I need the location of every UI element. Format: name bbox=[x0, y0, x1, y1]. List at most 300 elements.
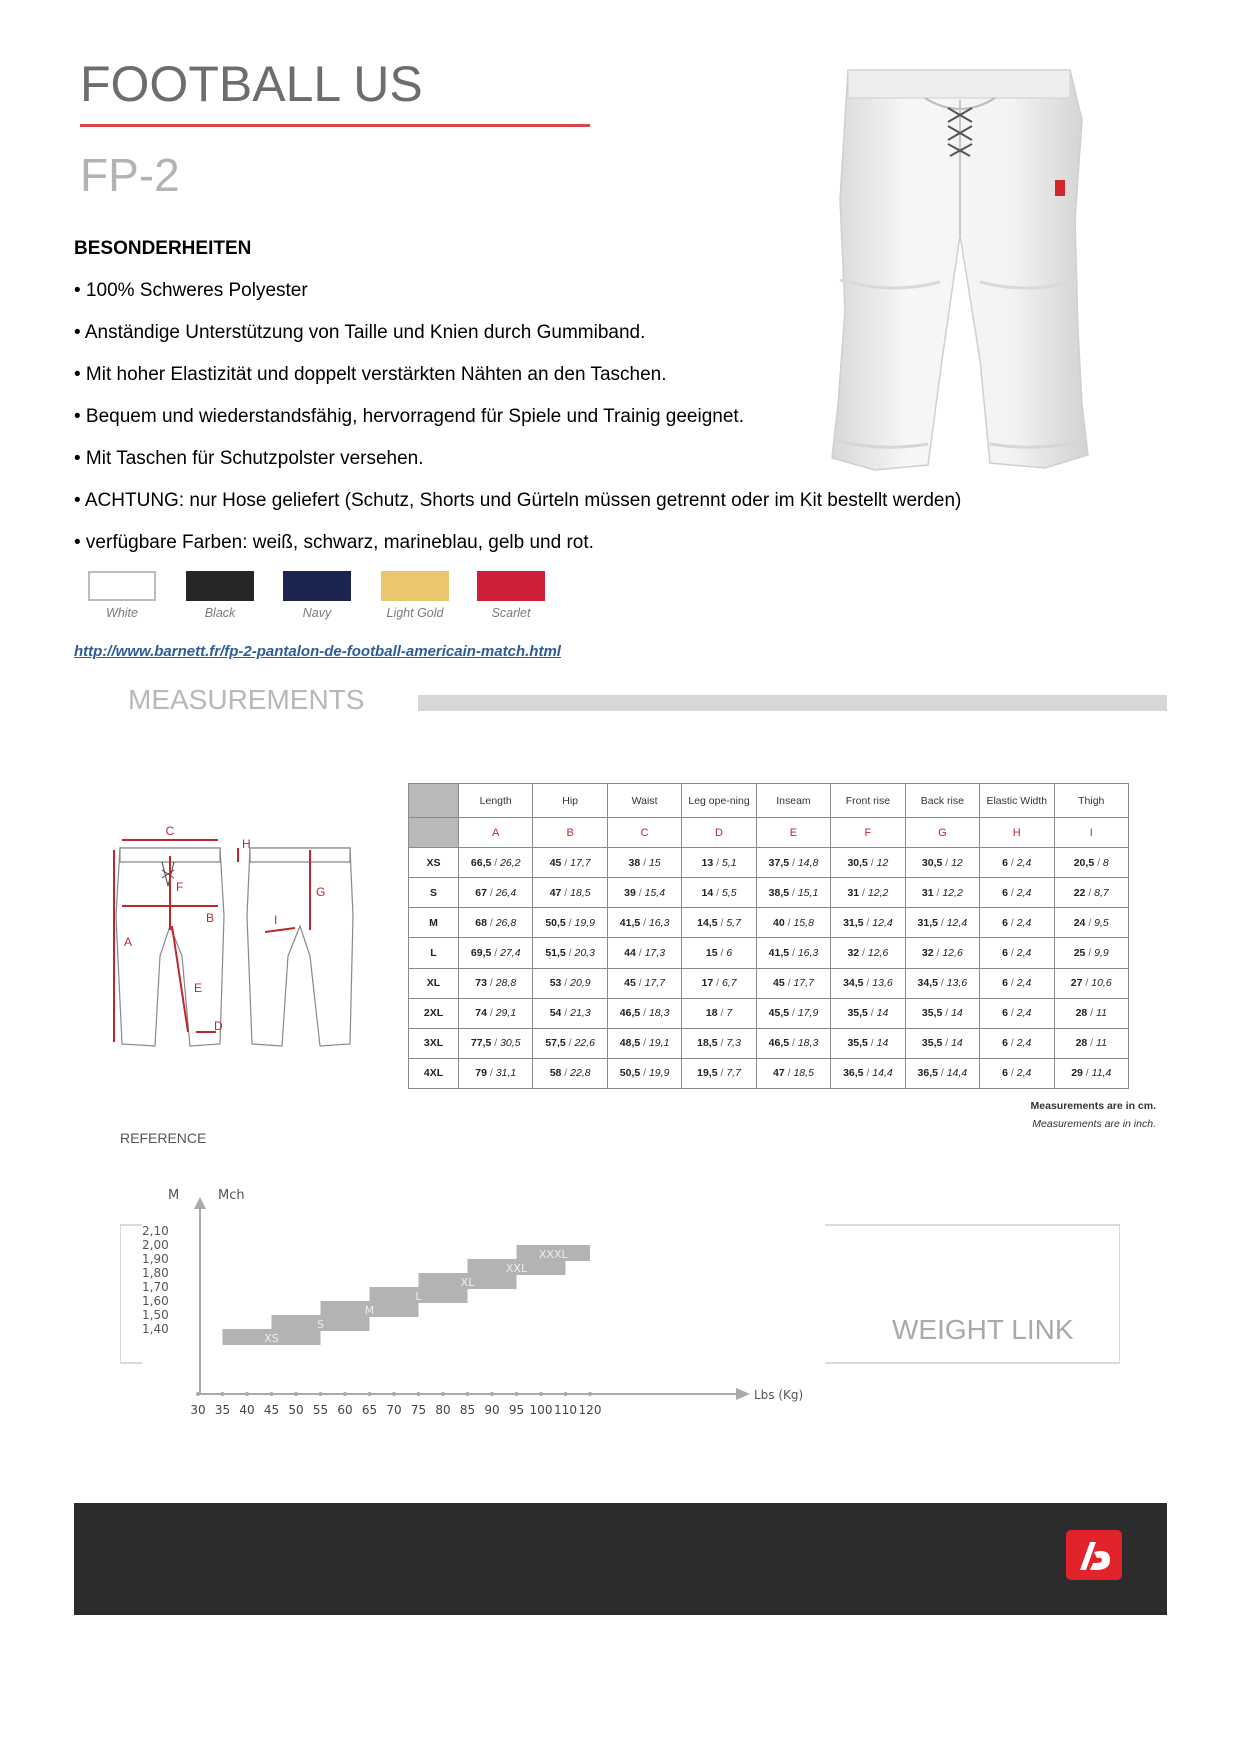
size-bar-label: M bbox=[364, 1304, 375, 1317]
cm-value: 24 bbox=[1073, 916, 1086, 929]
col-letter: H bbox=[980, 818, 1054, 848]
diagram-label-a: A bbox=[124, 935, 133, 949]
y-tick-label: 1,90 bbox=[142, 1252, 169, 1266]
inch-value: 2,4 bbox=[1016, 886, 1032, 899]
cm-value: 17 bbox=[701, 977, 714, 990]
cm-value: 20,5 bbox=[1073, 856, 1095, 869]
y-tick-label: 1,80 bbox=[142, 1266, 169, 1280]
size-cell: 34,5 / 13,6 bbox=[831, 968, 905, 998]
diagram-label-c: C bbox=[165, 826, 175, 838]
brand-logo bbox=[1066, 1530, 1122, 1580]
color-label: Scarlet bbox=[491, 606, 531, 620]
cm-value: 32 bbox=[921, 947, 934, 960]
x-tick-label: 95 bbox=[508, 1403, 525, 1417]
color-swatch-white bbox=[88, 571, 156, 601]
size-cell: 30,5 / 12 bbox=[831, 848, 905, 878]
x-tick-mark bbox=[270, 1392, 274, 1396]
cm-value: 73 bbox=[475, 977, 487, 990]
inch-value: 16,3 bbox=[648, 916, 670, 929]
col-letter: G bbox=[905, 818, 979, 848]
inch-value: 26,8 bbox=[495, 916, 517, 929]
inch-value: 10,6 bbox=[1091, 977, 1112, 990]
size-label: XS bbox=[409, 848, 459, 878]
inch-value: 2,4 bbox=[1016, 916, 1032, 929]
size-cell: 30,5 / 12 bbox=[905, 848, 979, 878]
inch-value: 17,7 bbox=[570, 856, 591, 869]
size-cell: 36,5 / 14,4 bbox=[831, 1058, 905, 1088]
cm-value: 34,5 bbox=[917, 977, 938, 990]
size-label: M bbox=[409, 908, 459, 938]
reference-chart bbox=[120, 1185, 1120, 1425]
cm-value: 54 bbox=[549, 1007, 562, 1020]
x-tick-mark bbox=[466, 1392, 470, 1396]
inch-value: 6,7 bbox=[721, 977, 737, 990]
inch-value: 12,6 bbox=[942, 947, 963, 960]
size-cell: 31 / 12,2 bbox=[905, 878, 979, 908]
diagram-label-f: F bbox=[176, 880, 184, 894]
x-tick-mark bbox=[196, 1392, 200, 1396]
color-swatch-black bbox=[186, 571, 254, 601]
inch-value: 14 bbox=[951, 1037, 963, 1050]
cm-value: 41,5 bbox=[619, 916, 641, 929]
size-cell: 39 / 15,4 bbox=[607, 878, 681, 908]
inch-value: 17,7 bbox=[644, 977, 666, 990]
diagram-label-b: B bbox=[206, 911, 215, 925]
x-tick-label: 30 bbox=[190, 1403, 206, 1417]
cm-value: 45 bbox=[773, 977, 785, 990]
size-cell: 58 / 22,8 bbox=[533, 1058, 607, 1088]
x-tick-mark bbox=[564, 1392, 568, 1396]
cm-value: 6 bbox=[1002, 947, 1009, 960]
size-bar-label: XL bbox=[460, 1276, 475, 1289]
inch-value: 14 bbox=[876, 1007, 889, 1020]
diagram-label-i: I bbox=[274, 913, 278, 927]
size-cell: 6 / 2,4 bbox=[980, 908, 1054, 938]
y-tick-label: 2,00 bbox=[142, 1238, 169, 1252]
inch-value: 11 bbox=[1096, 1037, 1107, 1050]
cm-value: 6 bbox=[1002, 1067, 1009, 1080]
inch-value: 18,5 bbox=[793, 1067, 814, 1080]
size-cell: 57,5 / 22,6 bbox=[533, 1028, 607, 1058]
color-label: Navy bbox=[302, 606, 332, 620]
size-cell: 6 / 2,4 bbox=[980, 968, 1054, 998]
size-cell: 66,5 / 26,2 bbox=[459, 848, 533, 878]
inch-value: 9,9 bbox=[1094, 947, 1109, 960]
size-cell: 18,5 / 7,3 bbox=[682, 1028, 756, 1058]
inch-value: 22,8 bbox=[570, 1067, 591, 1080]
inch-value: 27,4 bbox=[500, 947, 521, 960]
inch-value: 19,9 bbox=[574, 916, 595, 929]
size-cell: 17 / 6,7 bbox=[682, 968, 756, 998]
size-bar-label: XXXL bbox=[538, 1248, 568, 1261]
size-cell: 44 / 17,3 bbox=[607, 938, 681, 968]
cm-value: 46,5 bbox=[768, 1037, 790, 1050]
cm-value: 35,5 bbox=[847, 1037, 868, 1050]
y-tick-label: 2,10 bbox=[142, 1224, 169, 1238]
col-letter: A bbox=[459, 818, 533, 848]
cm-value: 31 bbox=[847, 886, 860, 899]
cm-value: 74 bbox=[475, 1007, 487, 1020]
inch-value: 15,8 bbox=[793, 916, 814, 929]
x-tick-mark bbox=[539, 1392, 543, 1396]
size-cell: 48,5 / 19,1 bbox=[607, 1028, 681, 1058]
size-cell: 79 / 31,1 bbox=[459, 1058, 533, 1088]
x-tick-label: 120 bbox=[578, 1403, 602, 1417]
diagram-label-d: D bbox=[214, 1019, 223, 1033]
cm-value: 31 bbox=[921, 886, 934, 899]
x-tick-mark bbox=[441, 1392, 445, 1396]
x-tick-label: 65 bbox=[361, 1403, 378, 1417]
x-tick-label: 110 bbox=[554, 1403, 577, 1417]
size-cell: 45 / 17,7 bbox=[533, 848, 607, 878]
feature-item: • Bequem und wiederstandsfähig, hervorragend für Spiele und Trainig geeignet. bbox=[74, 406, 744, 427]
size-cell: 41,5 / 16,3 bbox=[756, 938, 830, 968]
size-cell: 45,5 / 17,9 bbox=[756, 998, 830, 1028]
cm-value: 30,5 bbox=[921, 856, 943, 869]
inch-value: 7,3 bbox=[726, 1037, 741, 1050]
size-label: 4XL bbox=[409, 1058, 459, 1088]
inch-value: 5,5 bbox=[721, 886, 737, 899]
cm-value: 6 bbox=[1002, 1007, 1009, 1020]
table-row bbox=[409, 998, 1129, 1028]
cm-value: 14 bbox=[701, 886, 714, 899]
cm-value: 36,5 bbox=[917, 1067, 938, 1080]
size-cell: 6 / 2,4 bbox=[980, 1058, 1054, 1088]
inch-value: 2,4 bbox=[1016, 856, 1032, 869]
inch-value: 12 bbox=[951, 856, 963, 869]
inch-value: 8,7 bbox=[1094, 886, 1109, 899]
table-corner bbox=[409, 818, 459, 848]
measurement-diagram bbox=[110, 826, 355, 1056]
cm-value: 34,5 bbox=[843, 977, 864, 990]
size-cell: 38,5 / 15,1 bbox=[756, 878, 830, 908]
inch-value: 28,8 bbox=[495, 977, 517, 990]
cm-value: 48,5 bbox=[619, 1037, 641, 1050]
size-cell: 27 / 10,6 bbox=[1054, 968, 1129, 998]
cm-value: 45,5 bbox=[768, 1007, 790, 1020]
size-bar-label: XXL bbox=[505, 1262, 528, 1275]
feature-item: • Anständige Unterstützung von Taille und Knien durch Gummiband. bbox=[74, 322, 646, 343]
size-cell: 14,5 / 5,7 bbox=[682, 908, 756, 938]
size-cell: 28 / 11 bbox=[1054, 1028, 1129, 1058]
cm-value: 6 bbox=[1002, 977, 1009, 990]
inch-value: 15 bbox=[648, 856, 661, 869]
size-table bbox=[408, 783, 1129, 1089]
feature-item: • Mit hoher Elastizität und doppelt verstärkten Nähten an den Taschen. bbox=[74, 364, 667, 385]
size-cell: 47 / 18,5 bbox=[533, 878, 607, 908]
size-cell: 69,5 / 27,4 bbox=[459, 938, 533, 968]
footer-bar bbox=[74, 1503, 1167, 1615]
x-tick-label: 50 bbox=[288, 1403, 304, 1417]
col-header: Waist bbox=[607, 784, 681, 818]
cm-value: 6 bbox=[1002, 886, 1009, 899]
size-cell: 19,5 / 7,7 bbox=[682, 1058, 756, 1088]
size-cell: 14 / 5,5 bbox=[682, 878, 756, 908]
size-cell: 25 / 9,9 bbox=[1054, 938, 1129, 968]
inch-value: 17,9 bbox=[797, 1007, 819, 1020]
inch-value: 7 bbox=[726, 1007, 733, 1020]
inch-value: 14,4 bbox=[872, 1067, 893, 1080]
table-row bbox=[409, 1028, 1129, 1058]
inch-value: 19,1 bbox=[648, 1037, 670, 1050]
inch-value: 26,2 bbox=[500, 856, 521, 869]
size-cell: 67 / 26,4 bbox=[459, 878, 533, 908]
inch-value: 17,7 bbox=[793, 977, 814, 990]
size-label: 3XL bbox=[409, 1028, 459, 1058]
x-tick-mark bbox=[417, 1392, 421, 1396]
inch-value: 8 bbox=[1102, 856, 1109, 869]
inch-value: 15,4 bbox=[644, 886, 666, 899]
col-header: Inseam bbox=[756, 784, 830, 818]
cm-value: 27 bbox=[1070, 977, 1083, 990]
inch-value: 12,4 bbox=[872, 916, 893, 929]
cm-value: 51,5 bbox=[545, 947, 566, 960]
title-underline bbox=[80, 124, 590, 127]
x-tick-mark bbox=[294, 1392, 298, 1396]
cm-value: 6 bbox=[1002, 856, 1009, 869]
cm-value: 18,5 bbox=[697, 1037, 718, 1050]
size-cell: 6 / 2,4 bbox=[980, 1028, 1054, 1058]
inch-value: 21,3 bbox=[570, 1007, 591, 1020]
unit-note-cm: Measurements are in cm. bbox=[1030, 1100, 1156, 1112]
feature-item: • 100% Schweres Polyester bbox=[74, 280, 308, 301]
product-link[interactable]: http://www.barnett.fr/fp-2-pantalon-de-football-americain-match.html bbox=[74, 643, 561, 660]
x-tick-mark bbox=[221, 1392, 225, 1396]
cm-value: 6 bbox=[1002, 916, 1009, 929]
cm-value: 36,5 bbox=[843, 1067, 864, 1080]
size-cell: 6 / 2,4 bbox=[980, 878, 1054, 908]
inch-value: 18,3 bbox=[797, 1037, 819, 1050]
inch-value: 7,7 bbox=[726, 1067, 741, 1080]
color-label: White bbox=[106, 606, 138, 620]
cm-value: 47 bbox=[773, 1067, 785, 1080]
unit-note-inch: Measurements are in inch. bbox=[1032, 1118, 1156, 1130]
col-letter: F bbox=[831, 818, 905, 848]
x-tick-label: 70 bbox=[386, 1403, 402, 1417]
x-tick-label: 85 bbox=[459, 1403, 476, 1417]
size-cell: 45 / 17,7 bbox=[607, 968, 681, 998]
size-cell: 46,5 / 18,3 bbox=[756, 1028, 830, 1058]
cm-value: 15 bbox=[705, 947, 718, 960]
inch-value: 11,4 bbox=[1091, 1067, 1112, 1080]
cm-value: 28 bbox=[1075, 1037, 1088, 1050]
cm-value: 35,5 bbox=[921, 1007, 943, 1020]
size-cell: 18 / 7 bbox=[682, 998, 756, 1028]
inch-value: 2,4 bbox=[1016, 947, 1032, 960]
cm-value: 41,5 bbox=[768, 947, 790, 960]
size-cell: 32 / 12,6 bbox=[905, 938, 979, 968]
cm-value: 32 bbox=[847, 947, 860, 960]
col-header: Elastic Width bbox=[980, 784, 1054, 818]
size-cell: 31 / 12,2 bbox=[831, 878, 905, 908]
product-photo bbox=[820, 60, 1095, 480]
size-cell: 6 / 2,4 bbox=[980, 848, 1054, 878]
size-bar-label: S bbox=[317, 1318, 324, 1331]
cm-value: 14,5 bbox=[697, 916, 718, 929]
size-label: XL bbox=[409, 968, 459, 998]
x-tick-mark bbox=[368, 1392, 372, 1396]
inch-value: 2,4 bbox=[1016, 1007, 1032, 1020]
inch-value: 15,1 bbox=[797, 886, 819, 899]
table-row bbox=[409, 1058, 1129, 1088]
cm-value: 38 bbox=[628, 856, 641, 869]
size-cell: 53 / 20,9 bbox=[533, 968, 607, 998]
x-tick-label: 55 bbox=[312, 1403, 329, 1417]
size-cell: 6 / 2,4 bbox=[980, 998, 1054, 1028]
x-axis-label: Lbs (Kg) bbox=[754, 1388, 804, 1402]
color-label: Light Gold bbox=[386, 606, 444, 620]
cm-value: 79 bbox=[475, 1067, 487, 1080]
size-cell: 31,5 / 12,4 bbox=[905, 908, 979, 938]
cm-value: 45 bbox=[624, 977, 636, 990]
inch-value: 26,4 bbox=[495, 886, 517, 899]
cm-value: 50,5 bbox=[619, 1067, 641, 1080]
size-cell: 15 / 6 bbox=[682, 938, 756, 968]
x-tick-label: 35 bbox=[214, 1403, 231, 1417]
inch-value: 14,8 bbox=[797, 856, 819, 869]
size-cell: 24 / 9,5 bbox=[1054, 908, 1129, 938]
cm-value: 45 bbox=[549, 856, 562, 869]
cm-value: 29 bbox=[1071, 1067, 1083, 1080]
table-row bbox=[409, 848, 1129, 878]
cm-value: 58 bbox=[549, 1067, 562, 1080]
col-letter: D bbox=[682, 818, 756, 848]
color-swatch-navy bbox=[283, 571, 351, 601]
diagram-label-g: G bbox=[316, 885, 326, 899]
cm-value: 47 bbox=[549, 886, 562, 899]
x-tick-mark bbox=[490, 1392, 494, 1396]
cm-value: 46,5 bbox=[619, 1007, 641, 1020]
col-header: Front rise bbox=[831, 784, 905, 818]
inch-value: 29,1 bbox=[495, 1007, 517, 1020]
cm-value: 28 bbox=[1075, 1007, 1088, 1020]
size-label: S bbox=[409, 878, 459, 908]
col-header: Hip bbox=[533, 784, 607, 818]
table-row bbox=[409, 938, 1129, 968]
inch-value: 20,9 bbox=[570, 977, 591, 990]
page-title: FOOTBALL US bbox=[80, 56, 423, 112]
inch-value: 2,4 bbox=[1016, 1037, 1032, 1050]
section-divider-bar bbox=[418, 695, 1167, 711]
table-corner bbox=[409, 784, 459, 818]
cm-value: 69,5 bbox=[470, 947, 492, 960]
cm-value: 35,5 bbox=[847, 1007, 868, 1020]
feature-item: • verfügbare Farben: weiß, schwarz, marineblau, gelb und rot. bbox=[74, 532, 594, 553]
size-cell: 54 / 21,3 bbox=[533, 998, 607, 1028]
x-tick-label: 45 bbox=[263, 1403, 280, 1417]
cm-value: 44 bbox=[624, 947, 636, 960]
size-cell: 50,5 / 19,9 bbox=[533, 908, 607, 938]
col-letter: I bbox=[1054, 818, 1129, 848]
inch-value: 22,6 bbox=[574, 1037, 595, 1050]
x-tick-mark bbox=[343, 1392, 347, 1396]
cm-value: 18 bbox=[705, 1007, 718, 1020]
cm-value: 22 bbox=[1073, 886, 1086, 899]
x-tick-mark bbox=[515, 1392, 519, 1396]
size-bar-label: L bbox=[415, 1290, 422, 1303]
size-cell: 46,5 / 18,3 bbox=[607, 998, 681, 1028]
table-row bbox=[409, 908, 1129, 938]
inch-value: 31,1 bbox=[495, 1067, 517, 1080]
size-cell: 20,5 / 8 bbox=[1054, 848, 1129, 878]
size-label: 2XL bbox=[409, 998, 459, 1028]
size-cell: 51,5 / 20,3 bbox=[533, 938, 607, 968]
measurements-title: MEASUREMENTS bbox=[128, 684, 365, 715]
size-cell: 50,5 / 19,9 bbox=[607, 1058, 681, 1088]
x-tick-label: 100 bbox=[529, 1403, 553, 1417]
inch-value: 11 bbox=[1096, 1007, 1107, 1020]
x-tick-mark bbox=[319, 1392, 323, 1396]
inch-value: 12 bbox=[876, 856, 889, 869]
inch-value: 12,2 bbox=[942, 886, 963, 899]
size-cell: 35,5 / 14 bbox=[831, 1028, 905, 1058]
cm-value: 38,5 bbox=[768, 886, 790, 899]
cm-value: 66,5 bbox=[470, 856, 492, 869]
x-tick-label: 40 bbox=[239, 1403, 255, 1417]
inch-value: 12,2 bbox=[867, 886, 889, 899]
y-unit-label: Mch bbox=[218, 1188, 245, 1203]
size-cell: 38 / 15 bbox=[607, 848, 681, 878]
x-tick-mark bbox=[392, 1392, 396, 1396]
color-swatch-light-gold bbox=[381, 571, 449, 601]
inch-value: 18,5 bbox=[570, 886, 591, 899]
size-cell: 32 / 12,6 bbox=[831, 938, 905, 968]
size-cell: 40 / 15,8 bbox=[756, 908, 830, 938]
size-bar-label: XS bbox=[264, 1332, 279, 1345]
feature-item: • ACHTUNG: nur Hose geliefert (Schutz, Shorts und Gürteln müssen getrennt oder im Kit bestellt werden) bbox=[74, 490, 962, 511]
size-cell: 68 / 26,8 bbox=[459, 908, 533, 938]
x-tick-mark bbox=[245, 1392, 249, 1396]
size-cell: 45 / 17,7 bbox=[756, 968, 830, 998]
size-cell: 35,5 / 14 bbox=[831, 998, 905, 1028]
diagram-label-e: E bbox=[194, 981, 203, 995]
cm-value: 57,5 bbox=[545, 1037, 566, 1050]
x-tick-label: 60 bbox=[337, 1403, 353, 1417]
inch-value: 6 bbox=[726, 947, 733, 960]
cm-value: 77,5 bbox=[470, 1037, 492, 1050]
size-cell: 29 / 11,4 bbox=[1054, 1058, 1129, 1088]
inch-value: 5,7 bbox=[726, 916, 741, 929]
size-cell: 36,5 / 14,4 bbox=[905, 1058, 979, 1088]
feature-item: • Mit Taschen für Schutzpolster versehen. bbox=[74, 448, 424, 469]
size-cell: 41,5 / 16,3 bbox=[607, 908, 681, 938]
size-cell: 74 / 29,1 bbox=[459, 998, 533, 1028]
cm-value: 53 bbox=[549, 977, 562, 990]
size-cell: 31,5 / 12,4 bbox=[831, 908, 905, 938]
x-tick-label: 80 bbox=[435, 1403, 451, 1417]
cm-value: 30,5 bbox=[847, 856, 868, 869]
inch-value: 13,6 bbox=[946, 977, 968, 990]
size-cell: 47 / 18,5 bbox=[756, 1058, 830, 1088]
col-header: Leg ope-ning bbox=[682, 784, 756, 818]
inch-value: 2,4 bbox=[1016, 1067, 1032, 1080]
cm-value: 13 bbox=[701, 856, 714, 869]
x-tick-label: 75 bbox=[410, 1403, 427, 1417]
inch-value: 16,3 bbox=[797, 947, 819, 960]
col-header: Thigh bbox=[1054, 784, 1129, 818]
cm-value: 68 bbox=[475, 916, 487, 929]
color-label: Black bbox=[204, 606, 236, 620]
inch-value: 12,6 bbox=[867, 947, 889, 960]
inch-value: 12,4 bbox=[946, 916, 968, 929]
inch-value: 2,4 bbox=[1016, 977, 1032, 990]
cm-value: 31,5 bbox=[843, 916, 864, 929]
x-tick-label: 90 bbox=[484, 1403, 500, 1417]
diagram-label-h: H bbox=[242, 837, 251, 851]
cm-value: 50,5 bbox=[545, 916, 566, 929]
size-label: L bbox=[409, 938, 459, 968]
x-tick-mark bbox=[588, 1392, 592, 1396]
